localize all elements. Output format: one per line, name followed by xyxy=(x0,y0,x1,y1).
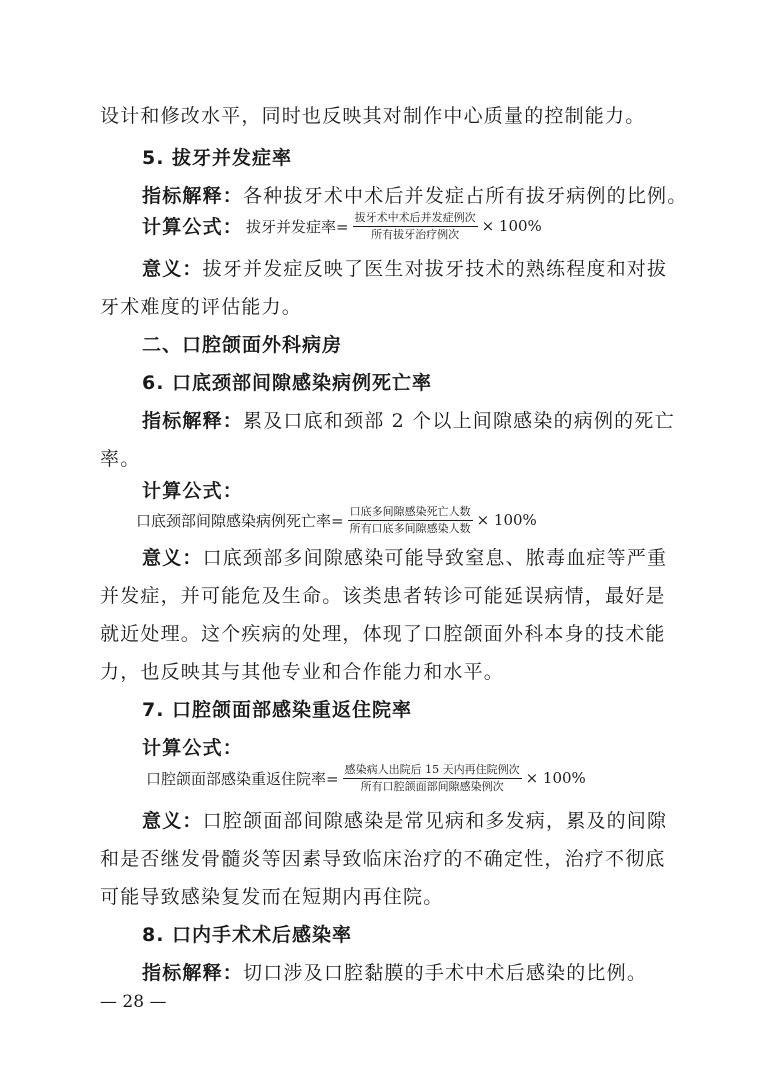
indicator-definition-5 xyxy=(142,183,687,209)
significance-text: 口腔颌面部间隙感染是常见病和多发病，累及的间隙 xyxy=(202,810,668,832)
section-heading-7: 7. 口腔颌面部感染重返住院率 xyxy=(142,699,413,721)
formula-label-6: 计算公式： xyxy=(142,480,244,502)
paragraph-line: 就近处理。这个疾病的处理，体现了口腔颌面外科本身的技术能 xyxy=(100,623,666,645)
indicator-definition-6 xyxy=(142,408,675,434)
formula-numerator: 感染病人出院后 15 天内再住院例次 xyxy=(343,763,522,779)
formula-label-5: 计算公式： xyxy=(142,216,244,238)
definition-text: 累及口底和颈部 2 个以上间隙感染的病例的死亡 xyxy=(243,410,675,432)
formula-label-7: 计算公式： xyxy=(142,737,244,759)
formula-denominator: 所有拔牙治疗例次 xyxy=(371,227,460,241)
formula-multiplier: × 100% xyxy=(481,217,542,235)
paragraph-line: 牙术难度的评估能力。 xyxy=(100,296,303,318)
definition-label: 指标解释： xyxy=(142,410,244,432)
formula-multiplier: × 100% xyxy=(476,511,537,529)
significance-label: 意义： xyxy=(142,258,203,280)
significance-label: 意义： xyxy=(142,810,203,832)
significance-label: 意义： xyxy=(142,547,203,569)
paragraph-line: 可能导致感染复发而在短期内再住院。 xyxy=(100,886,444,908)
formula-6 xyxy=(136,502,537,538)
section-heading-8: 8. 口内手术术后感染率 xyxy=(142,924,353,946)
paragraph-line: 率。 xyxy=(100,448,141,470)
paragraph-line: 设计和修改水平，同时也反映其对制作中心质量的控制能力。 xyxy=(100,105,646,127)
section-heading-2: 二、口腔颌面外科病房 xyxy=(142,334,343,356)
indicator-definition-8 xyxy=(142,960,647,986)
significance-6 xyxy=(142,545,667,571)
formula-denominator: 所有口底多间隙感染人数 xyxy=(349,521,471,535)
paragraph-line: 并发症，并可能危及生命。该类患者转诊可能延误病情，最好是 xyxy=(100,585,666,607)
formula-lhs: 口腔颌面部感染重返住院率= xyxy=(146,769,339,788)
paragraph-line: 和是否继发骨髓炎等因素导致临床治疗的不确定性，治疗不彻底 xyxy=(100,848,666,870)
definition-label: 指标解释： xyxy=(142,185,244,207)
formula-denominator: 所有口腔颌面部间隙感染例次 xyxy=(360,779,504,793)
formula-numerator: 拔牙术中术后并发症例次 xyxy=(353,211,478,227)
formula-fraction xyxy=(353,211,478,242)
section-heading-6: 6. 口底颈部间隙感染病例死亡率 xyxy=(142,372,433,394)
significance-5 xyxy=(142,256,667,282)
significance-7 xyxy=(142,808,667,834)
formula-fraction xyxy=(348,505,473,536)
section-heading-5: 5. 拔牙并发症率 xyxy=(142,147,293,169)
formula-7 xyxy=(146,760,586,796)
formula-lhs: 口底颈部间隙感染病例死亡率= xyxy=(136,511,344,530)
definition-label: 指标解释： xyxy=(142,962,244,984)
formula-5 xyxy=(246,208,542,244)
formula-multiplier: × 100% xyxy=(525,769,586,787)
page-number: — 28 — xyxy=(100,992,167,1012)
significance-text: 拔牙并发症反映了医生对拔牙技术的熟练程度和对拔 xyxy=(202,258,668,280)
paragraph-line: 力，也反映其与其他专业和合作能力和水平。 xyxy=(100,661,505,683)
formula-fraction xyxy=(343,763,522,794)
definition-text: 切口涉及口腔黏膜的手术中术后感染的比例。 xyxy=(243,962,648,984)
formula-lhs: 拔牙并发症率= xyxy=(246,217,349,236)
significance-text: 口底颈部多间隙感染可能导致窒息、脓毒血症等严重 xyxy=(202,547,668,569)
definition-text: 各种拔牙术中术后并发症占所有拔牙病例的比例。 xyxy=(243,185,688,207)
formula-numerator: 口底多间隙感染死亡人数 xyxy=(348,505,473,521)
